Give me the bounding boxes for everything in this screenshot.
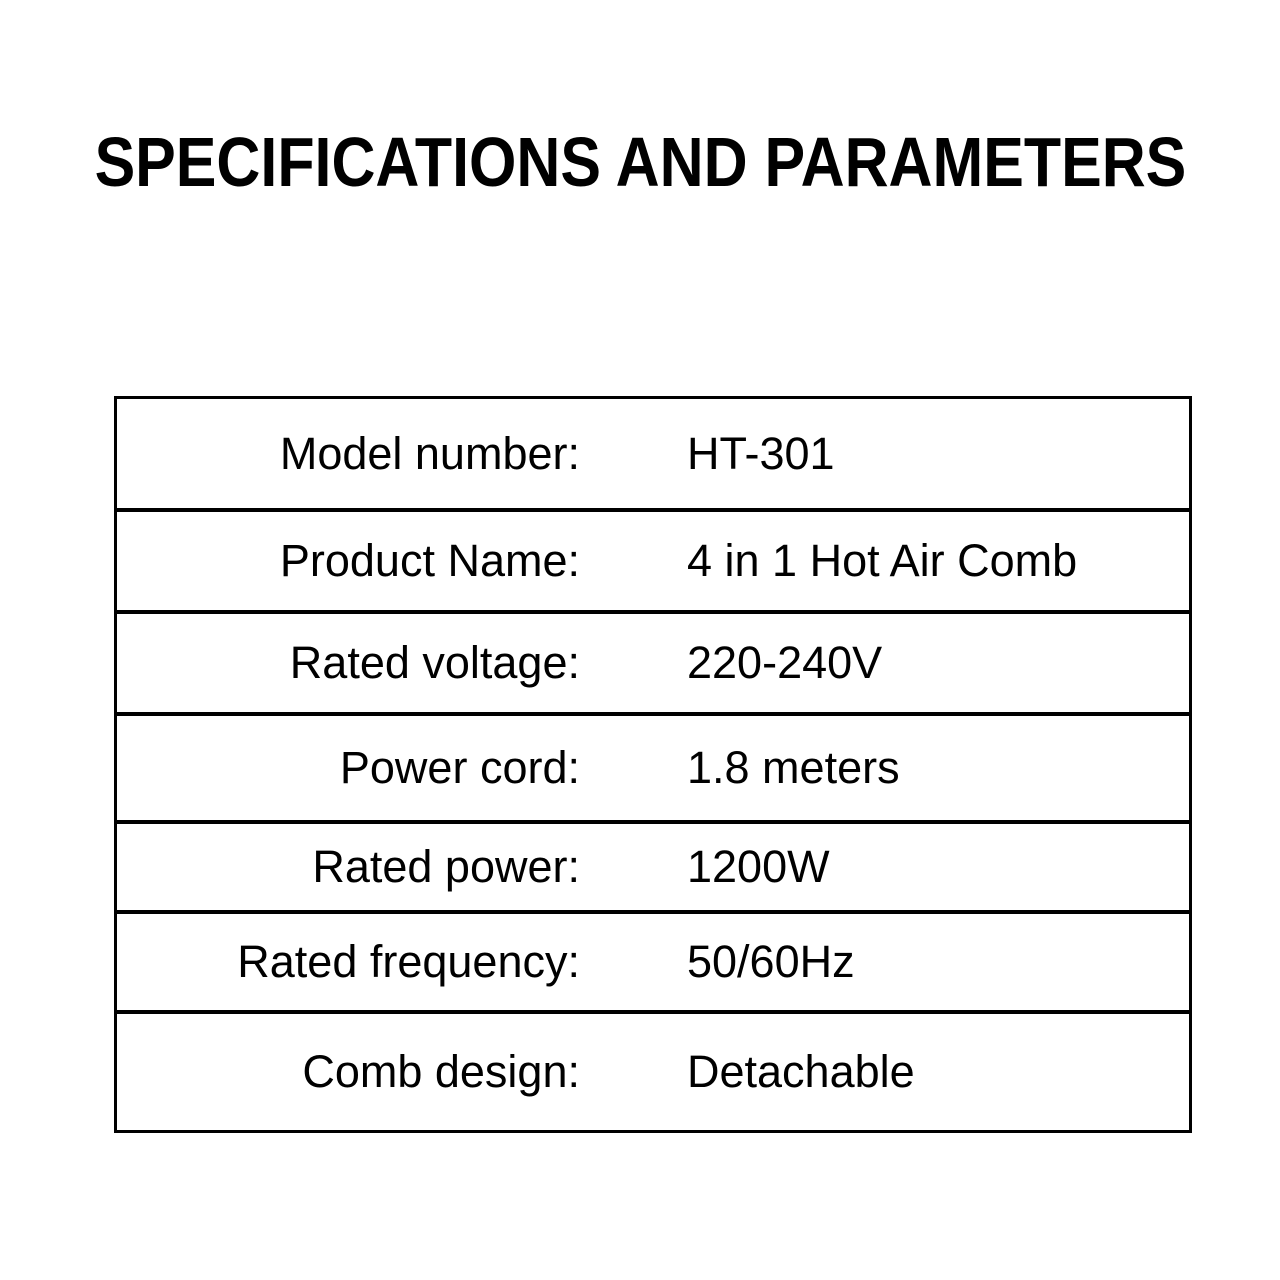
page-title [0, 123, 1280, 201]
spec-label: Model number: [279, 427, 580, 479]
spec-label: Rated power: [312, 841, 580, 893]
table-row-rated-voltage [117, 610, 1189, 712]
spec-label: Power cord: [339, 742, 580, 794]
spec-value: 4 in 1 Hot Air Comb [687, 535, 1078, 587]
spec-value: 1200W [687, 841, 830, 893]
page-title-text: SPECIFICATIONS AND PARAMETERS [94, 123, 1186, 201]
specifications-table [114, 396, 1192, 1133]
spec-label: Rated frequency: [237, 936, 580, 988]
spec-value: 220-240V [687, 637, 883, 689]
spec-value: 1.8 meters [687, 742, 900, 794]
table-row-product-name [117, 508, 1189, 610]
spec-value: HT-301 [687, 427, 835, 479]
spec-value: 50/60Hz [687, 936, 855, 988]
table-row-power-cord [117, 712, 1189, 820]
spec-value: Detachable [687, 1046, 915, 1098]
table-row-model-number [117, 399, 1189, 508]
table-row-rated-frequency [117, 910, 1189, 1010]
spec-label: Comb design: [302, 1046, 580, 1098]
table-row-comb-design [117, 1010, 1189, 1130]
table-row-rated-power [117, 820, 1189, 910]
spec-label: Product Name: [279, 535, 580, 587]
spec-label: Rated voltage: [289, 637, 580, 689]
